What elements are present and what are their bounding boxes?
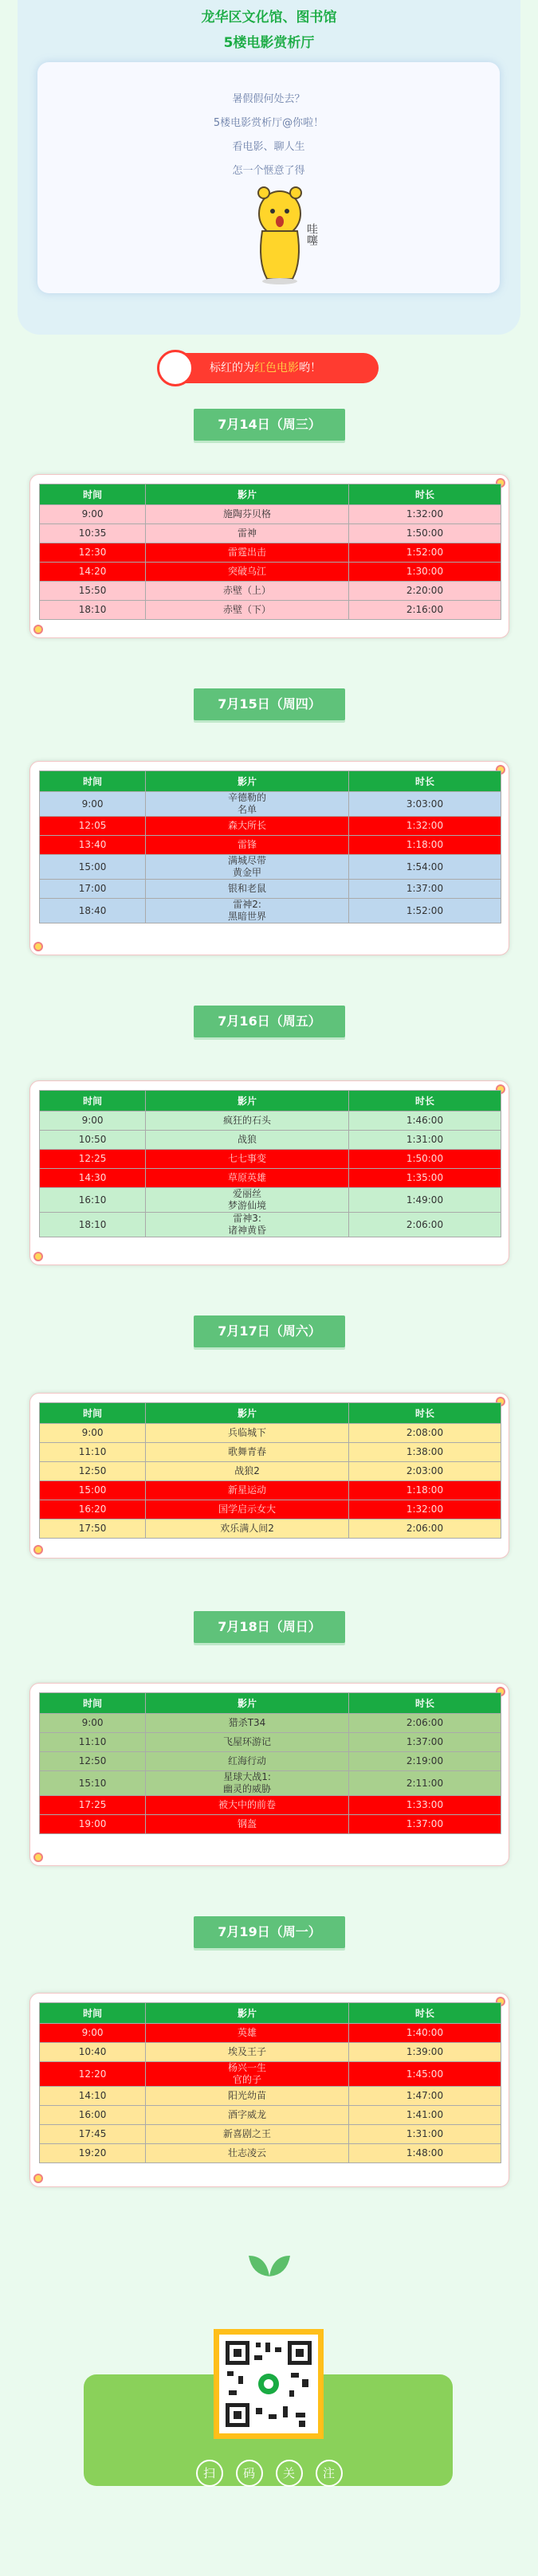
cell-time: 15:10 <box>40 1771 146 1796</box>
cell-duration: 1:54:00 <box>348 855 501 880</box>
cell-duration: 2:06:00 <box>348 1519 501 1539</box>
cell-title: 国学启示女大 <box>146 1500 349 1519</box>
cell-title: 新星运动 <box>146 1481 349 1500</box>
column-header: 时长 <box>348 1693 501 1714</box>
table-header-row <box>40 771 501 792</box>
cell-time: 9:00 <box>40 792 146 817</box>
notice-suffix: 哟！ <box>299 362 321 374</box>
table-header-row <box>40 1403 501 1424</box>
table-row <box>40 2106 501 2125</box>
cell-duration: 2:20:00 <box>348 582 501 601</box>
cell-time: 10:35 <box>40 524 146 543</box>
cell-title: 歌舞青春 <box>146 1443 349 1462</box>
table-row <box>40 1752 501 1771</box>
schedule-table <box>39 484 501 620</box>
cell-title: 雷锋 <box>146 836 349 855</box>
cell-duration: 1:37:00 <box>348 1815 501 1834</box>
table-row <box>40 2087 501 2106</box>
cell-duration: 1:52:00 <box>348 543 501 563</box>
cell-title: 兵临城下 <box>146 1424 349 1443</box>
schedule-table <box>39 770 501 923</box>
scan-char: 码 <box>236 2460 263 2487</box>
intro-text <box>37 88 500 183</box>
cell-time: 16:20 <box>40 1500 146 1519</box>
cell-duration: 2:16:00 <box>348 601 501 620</box>
day-label: 7月14日（周三） <box>194 409 345 441</box>
table-row <box>40 2062 501 2087</box>
cell-duration: 1:46:00 <box>348 1112 501 1131</box>
cell-duration: 1:52:00 <box>348 899 501 923</box>
cell-time: 12:50 <box>40 1462 146 1481</box>
table-row <box>40 601 501 620</box>
cell-duration: 1:31:00 <box>348 1131 501 1150</box>
column-header: 影片 <box>146 484 349 505</box>
schedule-card <box>29 1683 509 1866</box>
cell-duration: 1:50:00 <box>348 1150 501 1169</box>
cell-time: 9:00 <box>40 2024 146 2043</box>
table-row <box>40 1112 501 1131</box>
table-row <box>40 543 501 563</box>
cell-duration: 1:48:00 <box>348 2144 501 2163</box>
day-label: 7月17日（周六） <box>194 1315 345 1347</box>
cell-title: 阳光幼苗 <box>146 2087 349 2106</box>
column-header: 时间 <box>40 771 146 792</box>
table-row <box>40 817 501 836</box>
cell-duration: 1:49:00 <box>348 1188 501 1213</box>
intro-line: 看电影、聊人生 <box>232 141 305 153</box>
column-header: 影片 <box>146 1403 349 1424</box>
cell-time: 10:50 <box>40 1131 146 1150</box>
cell-time: 10:40 <box>40 2043 146 2062</box>
scan-char: 注 <box>316 2460 343 2487</box>
cell-duration: 3:03:00 <box>348 792 501 817</box>
table-header-row <box>40 484 501 505</box>
day-label: 7月16日（周五） <box>194 1006 345 1037</box>
column-header: 时长 <box>348 1091 501 1112</box>
column-header: 影片 <box>146 1693 349 1714</box>
schedule-card <box>29 761 509 955</box>
cell-title: 森大所长 <box>146 817 349 836</box>
cell-duration: 1:33:00 <box>348 1796 501 1815</box>
cell-time: 19:00 <box>40 1815 146 1834</box>
table-row <box>40 505 501 524</box>
cell-time: 9:00 <box>40 1714 146 1733</box>
cell-time: 18:40 <box>40 899 146 923</box>
day-label: 7月18日（周日） <box>194 1611 345 1643</box>
cell-time: 18:10 <box>40 1213 146 1237</box>
cell-title: 施陶芬贝格 <box>146 505 349 524</box>
scan-to-follow-label <box>0 2460 538 2487</box>
corner-flower-icon <box>33 1252 43 1261</box>
column-header: 影片 <box>146 1091 349 1112</box>
schedule-card <box>29 1080 509 1265</box>
cell-title: 雷神2: 黑暗世界 <box>146 899 349 923</box>
corner-flower-icon <box>33 2174 43 2183</box>
table-row <box>40 1150 501 1169</box>
table-row <box>40 1796 501 1815</box>
table-row <box>40 1519 501 1539</box>
corner-flower-icon <box>33 942 43 951</box>
cell-time: 15:00 <box>40 855 146 880</box>
cell-duration: 1:45:00 <box>348 2062 501 2087</box>
cell-title: 突破乌江 <box>146 563 349 582</box>
table-row <box>40 1500 501 1519</box>
cell-time: 17:50 <box>40 1519 146 1539</box>
column-header: 时间 <box>40 1403 146 1424</box>
intro-line: 5楼电影赏析厅@你啦！ <box>213 117 324 129</box>
table-row <box>40 2125 501 2144</box>
cell-title: 赤壁（下） <box>146 601 349 620</box>
cell-title: 战狼 <box>146 1131 349 1150</box>
cell-title: 爱丽丝 梦游仙境 <box>146 1188 349 1213</box>
schedule-card <box>29 1993 509 2187</box>
column-header: 时长 <box>348 771 501 792</box>
cell-title: 雷霆出击 <box>146 543 349 563</box>
cell-duration: 2:11:00 <box>348 1771 501 1796</box>
cell-duration: 1:18:00 <box>348 836 501 855</box>
cell-title: 银和老鼠 <box>146 880 349 899</box>
cell-title: 飞屋环游记 <box>146 1733 349 1752</box>
cell-time: 12:05 <box>40 817 146 836</box>
table-row <box>40 1213 501 1237</box>
intro-card <box>37 62 500 293</box>
table-header-row <box>40 2003 501 2024</box>
cell-time: 15:00 <box>40 1481 146 1500</box>
intro-line: 怎一个惬意了得 <box>232 165 305 177</box>
scan-char: 关 <box>276 2460 303 2487</box>
table-row <box>40 836 501 855</box>
cell-duration: 1:39:00 <box>348 2043 501 2062</box>
cell-duration: 2:08:00 <box>348 1424 501 1443</box>
cell-duration: 1:37:00 <box>348 1733 501 1752</box>
cell-title: 战狼2 <box>146 1462 349 1481</box>
schedule-table <box>39 2002 501 2163</box>
column-header: 影片 <box>146 771 349 792</box>
venue-title <box>0 5 538 56</box>
cell-title: 草原英雄 <box>146 1169 349 1188</box>
cell-time: 12:30 <box>40 543 146 563</box>
cell-duration: 1:47:00 <box>348 2087 501 2106</box>
cell-title: 七七事变 <box>146 1150 349 1169</box>
table-row <box>40 855 501 880</box>
venue-line-2: 5楼电影赏析厅 <box>223 35 315 51</box>
cell-time: 14:30 <box>40 1169 146 1188</box>
column-header: 时长 <box>348 484 501 505</box>
cell-time: 9:00 <box>40 1112 146 1131</box>
intro-line: 暑假假何处去？ <box>232 93 305 105</box>
table-row <box>40 1714 501 1733</box>
table-row <box>40 524 501 543</box>
cell-time: 12:25 <box>40 1150 146 1169</box>
red-film-notice <box>162 353 379 383</box>
schedule-table <box>39 1090 501 1237</box>
table-row <box>40 1443 501 1462</box>
column-header: 时间 <box>40 1693 146 1714</box>
table-header-row <box>40 1693 501 1714</box>
cell-time: 11:10 <box>40 1443 146 1462</box>
cell-title: 雷神3: 诸神黄昏 <box>146 1213 349 1237</box>
film-reel-icon <box>157 350 194 386</box>
table-row <box>40 1424 501 1443</box>
cell-duration: 2:19:00 <box>348 1752 501 1771</box>
cell-title: 疯狂的石头 <box>146 1112 349 1131</box>
corner-flower-icon <box>33 1545 43 1555</box>
table-row <box>40 1815 501 1834</box>
cell-duration: 1:31:00 <box>348 2125 501 2144</box>
cell-title: 辛德勒的 名单 <box>146 792 349 817</box>
cell-duration: 1:32:00 <box>348 1500 501 1519</box>
schedule-card <box>29 1393 509 1559</box>
table-row <box>40 880 501 899</box>
table-row <box>40 899 501 923</box>
cell-time: 14:20 <box>40 563 146 582</box>
table-row <box>40 1771 501 1796</box>
cell-title: 被大中的前卷 <box>146 1796 349 1815</box>
cell-title: 杨兴一生 官的子 <box>146 2062 349 2087</box>
day-label: 7月15日（周四） <box>194 688 345 720</box>
table-row <box>40 1188 501 1213</box>
table-row <box>40 1131 501 1150</box>
qr-code-icon <box>219 2335 318 2433</box>
day-label: 7月19日（周一） <box>194 1916 345 1948</box>
cell-duration: 1:41:00 <box>348 2106 501 2125</box>
cell-title: 壮志凌云 <box>146 2144 349 2163</box>
cell-duration: 1:18:00 <box>348 1481 501 1500</box>
table-header-row <box>40 1091 501 1112</box>
table-row <box>40 1462 501 1481</box>
table-row <box>40 792 501 817</box>
mascot-illustration <box>246 182 342 285</box>
mascot-text: 哇噻 <box>305 223 318 245</box>
cell-title: 赤壁（上） <box>146 582 349 601</box>
cell-duration: 1:32:00 <box>348 505 501 524</box>
table-row <box>40 2144 501 2163</box>
cell-time: 12:50 <box>40 1752 146 1771</box>
cell-time: 12:20 <box>40 2062 146 2087</box>
cell-title: 埃及王子 <box>146 2043 349 2062</box>
schedule-card <box>29 474 509 638</box>
cell-title: 雷神 <box>146 524 349 543</box>
table-row <box>40 1481 501 1500</box>
cell-duration: 1:30:00 <box>348 563 501 582</box>
cell-time: 9:00 <box>40 505 146 524</box>
schedule-table <box>39 1402 501 1539</box>
table-row <box>40 2024 501 2043</box>
corner-flower-icon <box>33 625 43 634</box>
cell-time: 18:10 <box>40 601 146 620</box>
column-header: 时长 <box>348 2003 501 2024</box>
cell-time: 16:10 <box>40 1188 146 1213</box>
cell-duration: 2:06:00 <box>348 1213 501 1237</box>
corner-flower-icon <box>33 1853 43 1862</box>
cell-time: 15:50 <box>40 582 146 601</box>
cell-time: 11:10 <box>40 1733 146 1752</box>
cell-title: 猎杀T34 <box>146 1714 349 1733</box>
table-row <box>40 2043 501 2062</box>
column-header: 时间 <box>40 2003 146 2024</box>
column-header: 影片 <box>146 2003 349 2024</box>
table-row <box>40 1733 501 1752</box>
column-header: 时间 <box>40 1091 146 1112</box>
cell-duration: 1:35:00 <box>348 1169 501 1188</box>
cell-time: 16:00 <box>40 2106 146 2125</box>
cell-title: 欢乐满人间2 <box>146 1519 349 1539</box>
cell-duration: 1:37:00 <box>348 880 501 899</box>
cell-duration: 1:32:00 <box>348 817 501 836</box>
venue-line-1: 龙华区文化馆、图书馆 <box>201 10 337 25</box>
scan-char: 扫 <box>196 2460 223 2487</box>
cell-duration: 1:40:00 <box>348 2024 501 2043</box>
leaf-icon <box>247 2251 292 2278</box>
table-row <box>40 563 501 582</box>
schedule-table <box>39 1692 501 1834</box>
cell-title: 新喜剧之王 <box>146 2125 349 2144</box>
cell-time: 17:45 <box>40 2125 146 2144</box>
notice-prefix: 标红的为 <box>210 362 254 374</box>
cell-title: 酒字威龙 <box>146 2106 349 2125</box>
cell-title: 星球大战1: 幽灵的威胁 <box>146 1771 349 1796</box>
table-row <box>40 582 501 601</box>
column-header: 时长 <box>348 1403 501 1424</box>
cell-time: 17:25 <box>40 1796 146 1815</box>
cell-title: 满城尽带 黄金甲 <box>146 855 349 880</box>
column-header: 时间 <box>40 484 146 505</box>
cell-title: 英雄 <box>146 2024 349 2043</box>
cell-duration: 2:03:00 <box>348 1462 501 1481</box>
cell-time: 13:40 <box>40 836 146 855</box>
cell-duration: 1:50:00 <box>348 524 501 543</box>
cell-title: 红海行动 <box>146 1752 349 1771</box>
cell-time: 9:00 <box>40 1424 146 1443</box>
cell-title: 钢盔 <box>146 1815 349 1834</box>
notice-highlight: 红色电影 <box>254 362 299 374</box>
cell-time: 19:20 <box>40 2144 146 2163</box>
cell-duration: 1:38:00 <box>348 1443 501 1462</box>
table-row <box>40 1169 501 1188</box>
qr-code-frame[interactable] <box>214 2329 324 2439</box>
cell-duration: 2:06:00 <box>348 1714 501 1733</box>
cell-time: 17:00 <box>40 880 146 899</box>
cell-time: 14:10 <box>40 2087 146 2106</box>
